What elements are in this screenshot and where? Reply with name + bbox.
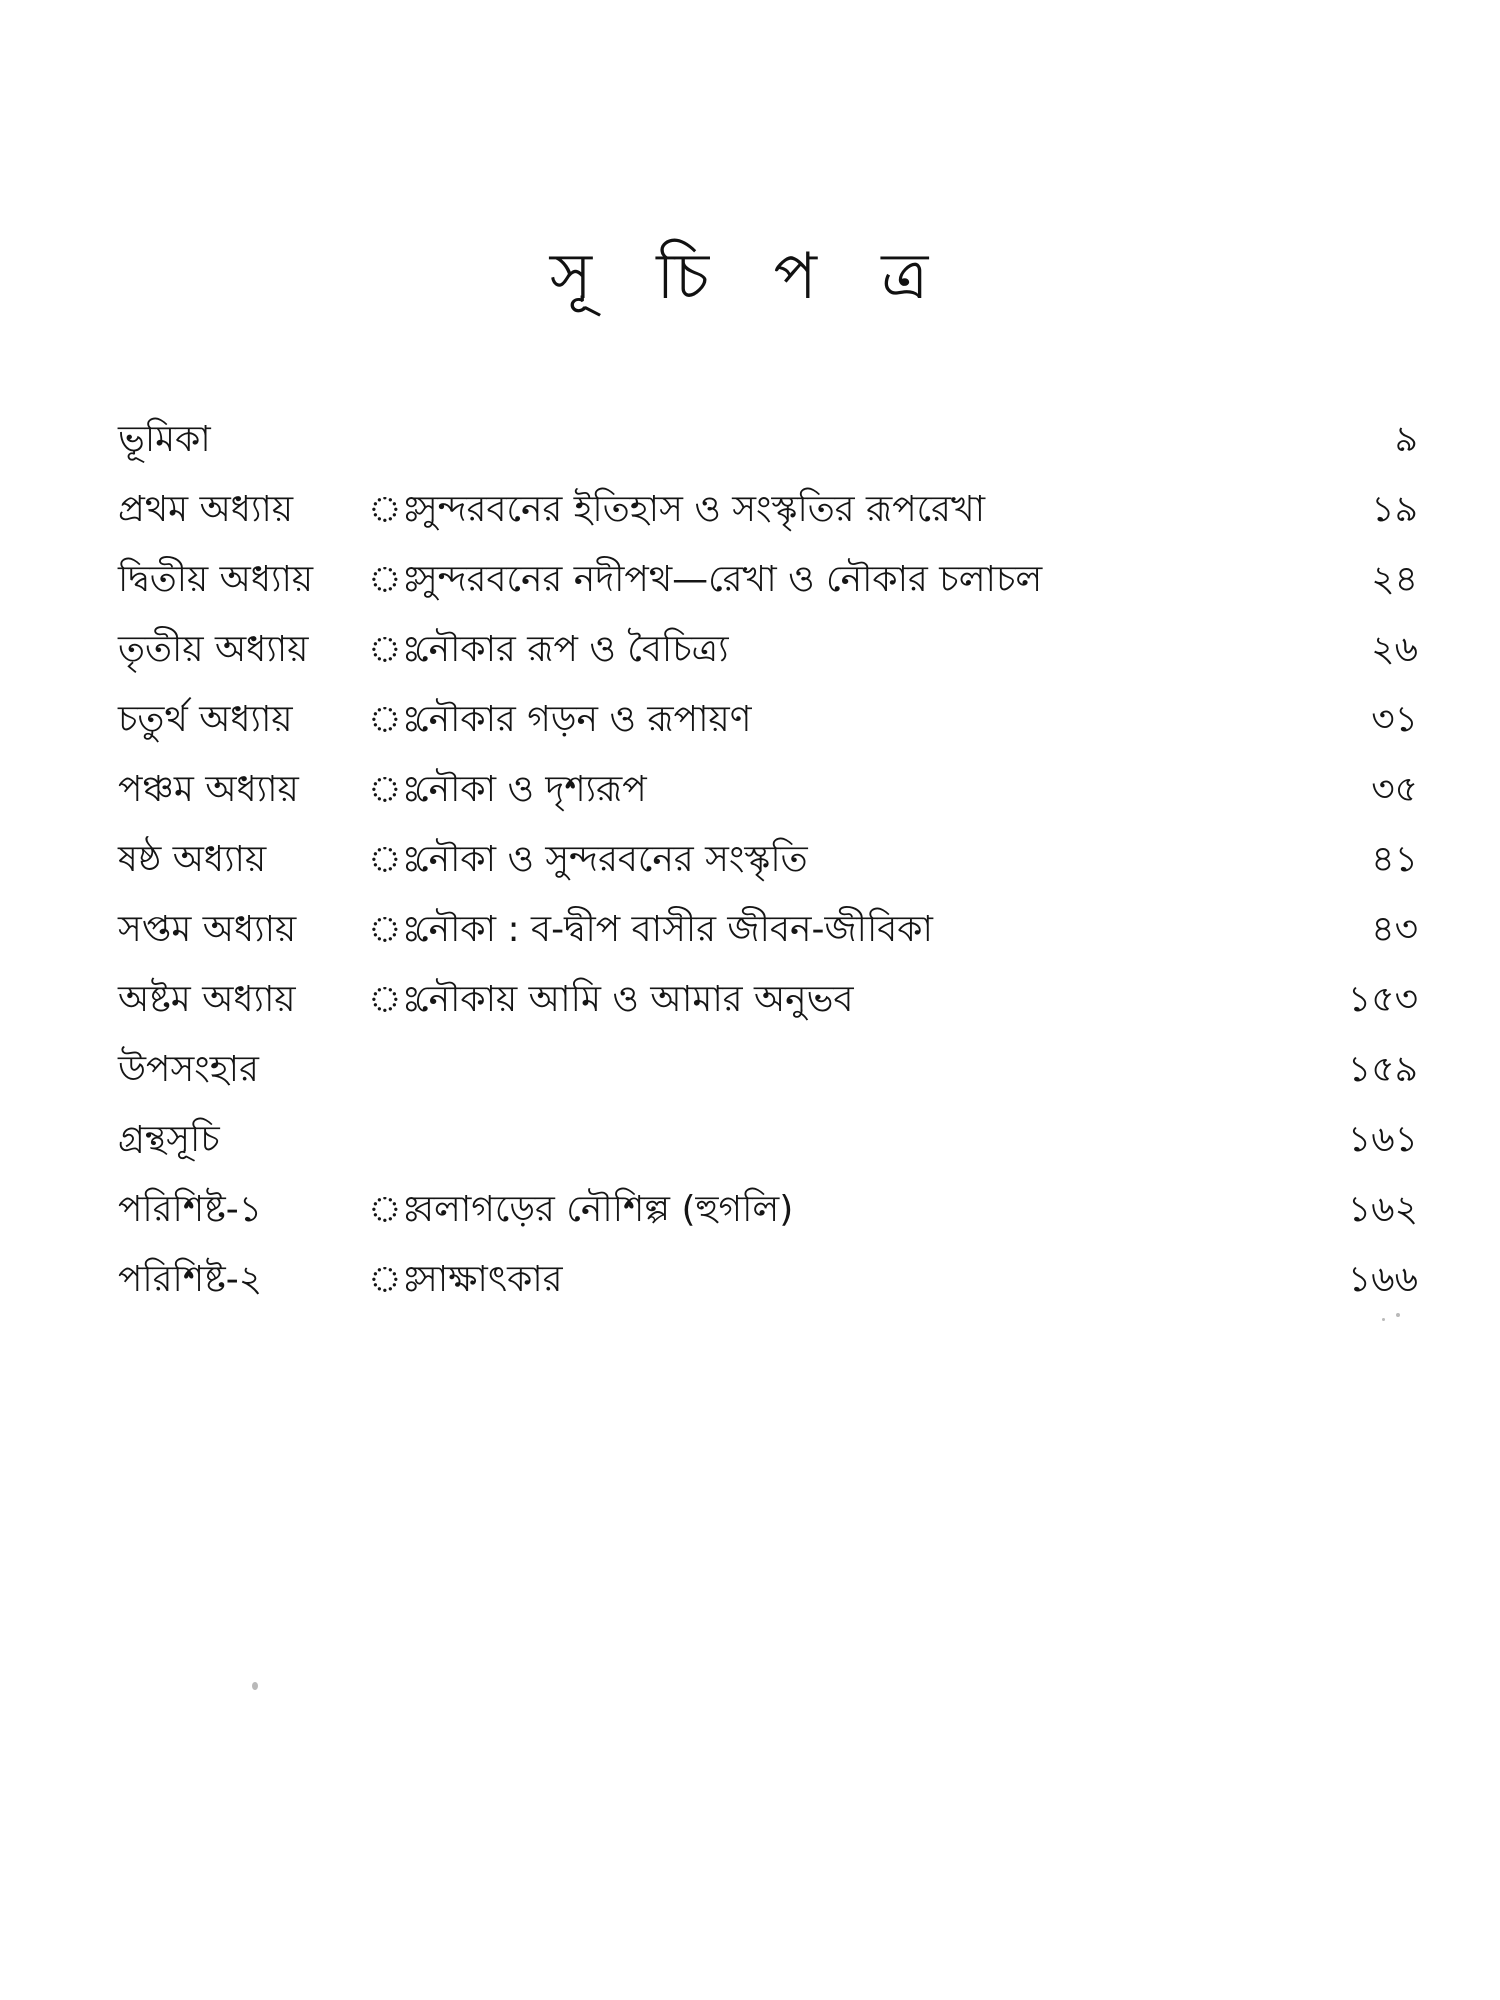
entry-label: উপসংহার xyxy=(118,1049,259,1090)
entry-label: পঞ্চম অধ্যায় xyxy=(118,769,299,810)
entry-topic: বলাগড়ের নৌশিল্প (হুগলি) xyxy=(414,1189,794,1230)
toc-entry xyxy=(118,1105,1418,1175)
entry-page-number: ৪১ xyxy=(1371,839,1418,880)
entry-separator: ঃ xyxy=(368,769,421,810)
scan-speck xyxy=(1382,1318,1385,1321)
entry-page-number: ১৬১ xyxy=(1347,1119,1418,1160)
entry-label: ষষ্ঠ অধ্যায় xyxy=(118,839,267,880)
entry-topic: নৌকার রূপ ও বৈচিত্র্য xyxy=(414,629,729,670)
entry-label: দ্বিতীয় অধ্যায় xyxy=(118,559,314,600)
entry-label: গ্রন্থসূচি xyxy=(118,1119,220,1160)
entry-separator: ঃ xyxy=(368,1259,421,1300)
entry-separator: ঃ xyxy=(368,909,421,950)
entry-topic: নৌকার গড়ন ও রূপায়ণ xyxy=(414,699,752,740)
toc-entry xyxy=(118,405,1418,475)
entry-page-number: ৩৫ xyxy=(1371,769,1418,810)
entry-label: অষ্টম অধ্যায় xyxy=(118,979,296,1020)
toc-entry xyxy=(118,685,1418,755)
entry-label: পরিশিষ্ট-২ xyxy=(118,1259,263,1300)
entry-separator: ঃ xyxy=(368,699,421,740)
entry-page-number: ২৬ xyxy=(1371,629,1418,670)
entry-page-number: ১৫৩ xyxy=(1347,979,1418,1020)
entry-label: সপ্তম অধ্যায় xyxy=(118,909,297,950)
table-of-contents xyxy=(118,405,1418,1315)
entry-page-number: ১৫৯ xyxy=(1347,1049,1418,1090)
entry-label: তৃতীয় অধ্যায় xyxy=(118,629,309,670)
toc-entry xyxy=(118,1245,1418,1315)
entry-separator: ঃ xyxy=(368,559,421,600)
toc-entry xyxy=(118,1035,1418,1105)
entry-page-number: ২৪ xyxy=(1371,559,1418,600)
toc-entry xyxy=(118,1175,1418,1245)
toc-entry xyxy=(118,825,1418,895)
toc-entry xyxy=(118,545,1418,615)
entry-topic: সুন্দরবনের ইতিহাস ও সংস্কৃতির রূপরেখা xyxy=(414,489,986,530)
entry-separator: ঃ xyxy=(368,1189,421,1230)
entry-topic: সাক্ষাৎকার xyxy=(414,1259,563,1300)
page-title: সূ চি প ত্র xyxy=(549,240,951,314)
scan-speck xyxy=(252,1682,258,1690)
entry-label: প্রথম অধ্যায় xyxy=(118,489,294,530)
entry-page-number: ৪৩ xyxy=(1371,909,1418,950)
toc-entry xyxy=(118,615,1418,685)
entry-topic: নৌকা ও সুন্দরবনের সংস্কৃতি xyxy=(414,839,808,880)
entry-page-number: ১৯ xyxy=(1371,489,1418,530)
toc-entry xyxy=(118,965,1418,1035)
entry-separator: ঃ xyxy=(368,979,421,1020)
entry-topic: সুন্দরবনের নদীপথ—রেখা ও নৌকার চলাচল xyxy=(414,559,1043,600)
entry-page-number: ১৬৬ xyxy=(1347,1259,1418,1300)
scan-speck xyxy=(1396,1313,1400,1317)
toc-entry xyxy=(118,475,1418,545)
entry-topic: নৌকা : ব-দ্বীপ বাসীর জীবন-জীবিকা xyxy=(414,909,933,950)
entry-topic: নৌকায় আমি ও আমার অনুভব xyxy=(414,979,854,1020)
entry-separator: ঃ xyxy=(368,839,421,880)
toc-entry xyxy=(118,895,1418,965)
entry-page-number: ১৬২ xyxy=(1347,1189,1418,1230)
entry-page-number: ৯ xyxy=(1394,419,1418,460)
entry-label: ভূমিকা xyxy=(118,419,211,460)
toc-entry xyxy=(118,755,1418,825)
entry-label: চতুর্থ অধ্যায় xyxy=(118,699,293,740)
entry-page-number: ৩১ xyxy=(1371,699,1418,740)
entry-topic: নৌকা ও দৃশ্যরূপ xyxy=(414,769,647,810)
entry-label: পরিশিষ্ট-১ xyxy=(118,1189,263,1230)
entry-separator: ঃ xyxy=(368,489,421,530)
entry-separator: ঃ xyxy=(368,629,421,670)
